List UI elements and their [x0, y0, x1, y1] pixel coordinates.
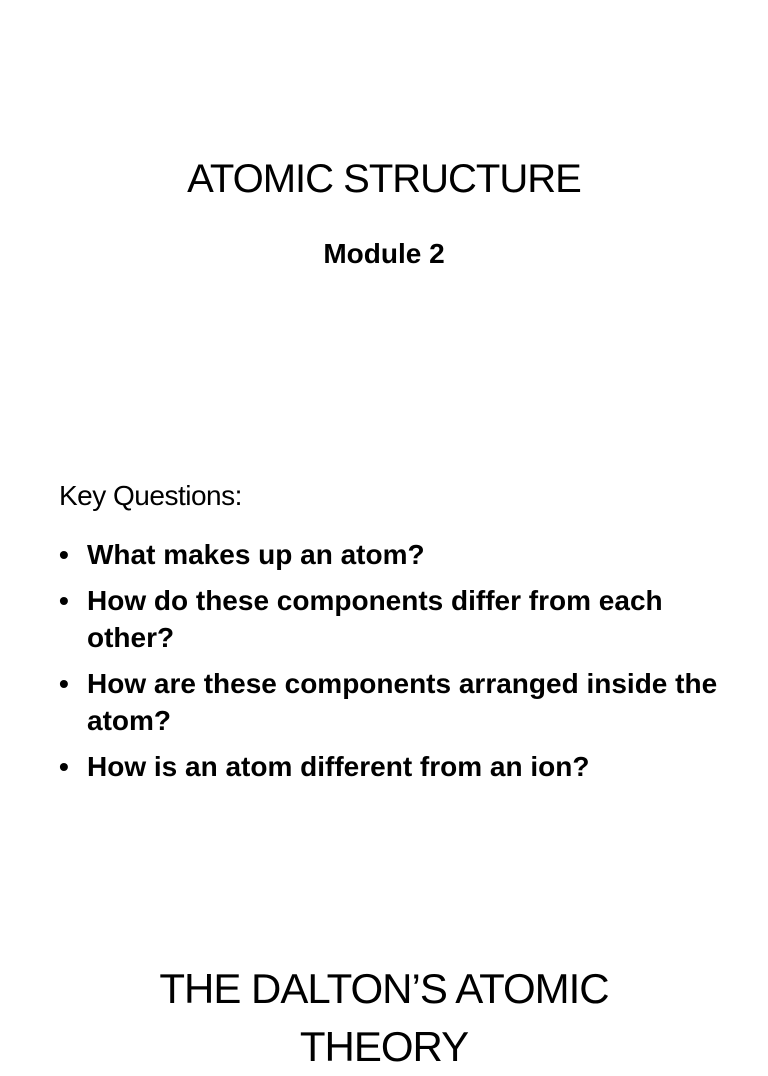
bullet-icon: • [59, 539, 69, 570]
slide-title [0, 0, 768, 432]
list-item [59, 748, 729, 785]
list-item [59, 665, 729, 739]
list-item-text: What makes up an atom? [87, 539, 425, 570]
key-questions-list [59, 536, 729, 794]
bullet-icon: • [59, 585, 69, 616]
slide-dalton-theory [0, 864, 768, 1070]
list-item [59, 536, 729, 573]
slide-key-questions [0, 432, 768, 864]
bullet-icon: • [59, 668, 69, 699]
key-questions-heading: Key Questions: [59, 480, 242, 511]
list-item [59, 582, 729, 656]
slide-title-heading: ATOMIC STRUCTURE [187, 157, 581, 201]
dalton-theory-title: THE DALTON’S ATOMIC THEORY [159, 965, 609, 1070]
list-item-text: How are these components arranged inside the atom? [87, 668, 718, 736]
slide-subtitle: Module 2 [323, 238, 445, 269]
list-item-text: How is an atom different from an ion? [87, 751, 590, 782]
bullet-icon: • [59, 751, 69, 782]
list-item-text: How do these components differ from each other? [87, 585, 663, 653]
